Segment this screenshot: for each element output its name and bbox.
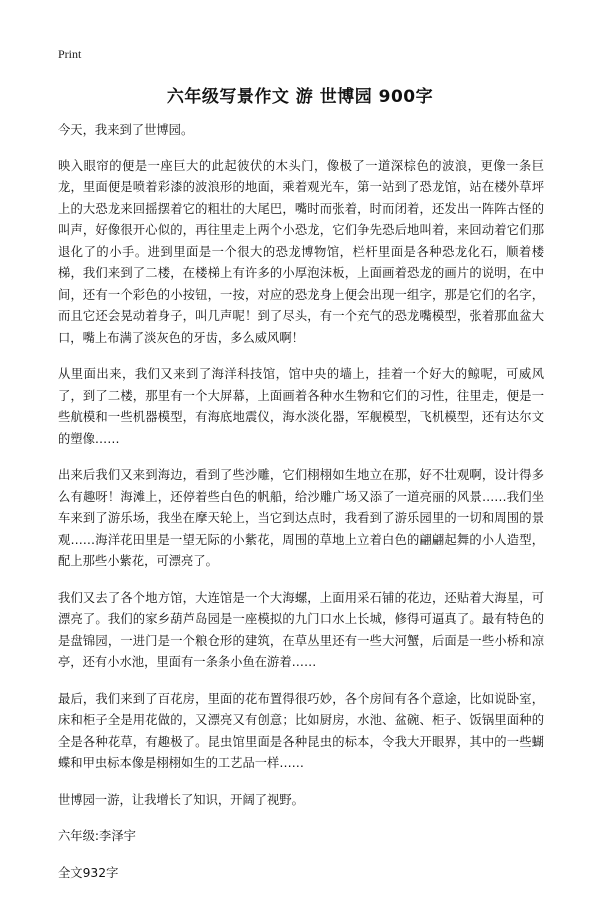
author-line: 六年级:李泽宇 (58, 829, 136, 843)
article-body (58, 120, 544, 899)
page-title: 六年级写景作文 游 世博园 900字 (166, 87, 434, 107)
print-link[interactable]: Print (58, 47, 82, 61)
paragraph-ocean-tech-hall: 从里面出来，我们又来到了海洋科技馆，馆中央的墙上，挂着一个好大的鲸呢，可威风了，到了二楼，那里有一个大屏幕，上面画着各种水生物和它们的习性，往里走，便是一些航模和一些机器模型，有海底地震仪，海水淡化器，军舰模型，飞机模型，还有达尔文的塑像…… (58, 367, 544, 446)
paragraph-intro: 今天，我来到了世博园。 (58, 123, 194, 137)
paragraph-conclusion: 世博园一游，让我增长了知识，开阔了视野。 (58, 792, 304, 807)
paragraph-flower-house: 最后，我们来到了百花房，里面的花布置得很巧妙，各个房间有各个意途，比如说卧室，床和柜子全是用花做的，又漂亮又有创意；比如厨房，水池、盆碗、柜子、饭锅里面种的全是各种花草，有趣极了。昆虫馆里面是各种昆虫的标本，令我大开眼界，其中的一些蝴蝶和甲虫标本像是栩栩如生的工艺品一样…… (58, 691, 544, 770)
paragraph-dinosaur-hall: 映入眼帘的便是一座巨大的此起彼伏的木头门，像极了一道深棕色的波浪，更像一条巨龙，里面便是喷着彩漆的波浪形的地面，乘着观光车，第一站到了恐龙馆，站在楼外草坪上的大恐龙来回摇摆着它的粗壮的大尾巴，嘴时而张着，时而闭着，还发出一阵阵古怪的叫声，好像很开心似的，再往里走上两个小恐龙，它们争先恐后地叫着，来回动着它们那退化了的小手。进到里面是一个很大的恐龙博物馆，栏杆里面是各种恐龙化石，顺着楼梯，我们来到了二楼，在楼梯上有许多的小厚泡沫板，上面画着恐龙的画片的说明，在中间，还有一个彩色的小按钮，一按，对应的恐龙身上便会出现一组字，那是它们的名字，而且它还会晃动着身子，叫几声呢！到了尽头，有一个充气的恐龙嘴模型，张着那血盆大口，嘴上布满了淡灰色的牙齿，多么威风啊！ (58, 158, 544, 345)
word-count: 全文932字 (58, 865, 119, 880)
paragraph-seaside: 出来后我们又来到海边，看到了些沙雕，它们栩栩如生地立在那，好不壮观啊，设计得多么有趣呀！海滩上，还停着些白色的帆船，给沙雕广场又添了一道亮丽的风景……我们坐车来到了游乐场，我坐在摩天轮上，当它到达点时，我看到了游乐园里的一切和周围的景观……海洋花田里是一望无际的小紫花，周围的草地上立着白色的翩翩起舞的小人造型，配上那些小紫花，可漂亮了。 (58, 468, 544, 568)
paragraph-regional-halls: 我们又去了各个地方馆，大连馆是一个大海螺，上面用采石铺的花边，还贴着大海星，可漂亮了。我们的家乡葫芦岛园是一座模拟的九门口水上长城，修得可逼真了。最有特色的是盘锦园，一进门是一个粮仓形的建筑，在草丛里还有一些大河蟹，后面是一些小桥和凉亭，还有小水池，里面有一条条小鱼在游着…… (58, 590, 544, 669)
